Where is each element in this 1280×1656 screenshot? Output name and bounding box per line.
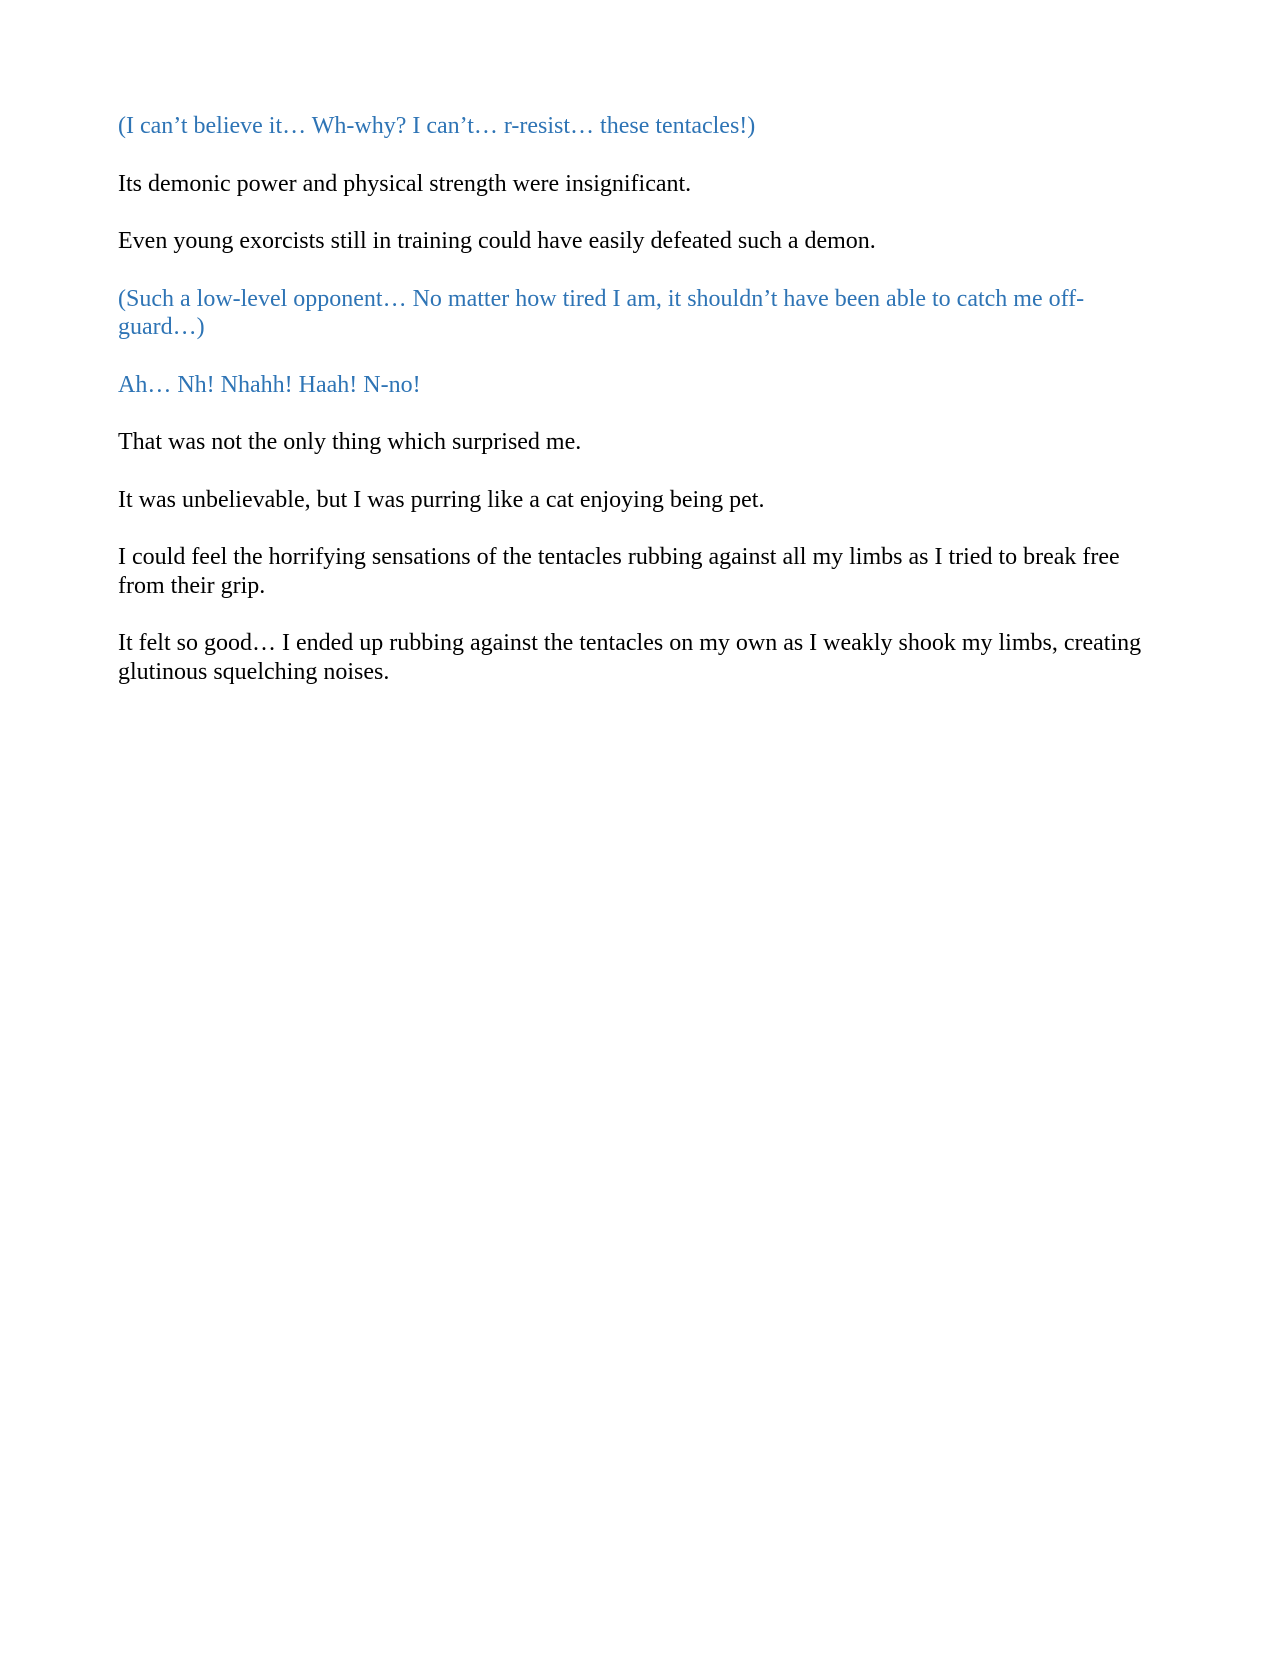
narration-paragraph: Even young exorcists still in training could have easily defeated such a demon. bbox=[118, 228, 876, 254]
dialogue-paragraph: (Such a low-level opponent… No matter how tired I am, it shouldn’t have been able to catch me off-guard…) bbox=[118, 285, 1085, 340]
narration-paragraph: That was not the only thing which surprised me. bbox=[118, 429, 582, 455]
narration-paragraph: It felt so good… I ended up rubbing against the tentacles on my own as I weakly shook my limbs, creating glutinous squelching noises. bbox=[118, 630, 1142, 685]
dialogue-paragraph: Ah… Nh! Nhahh! Haah! N-no! bbox=[118, 371, 421, 398]
narration-paragraph: Its demonic power and physical strength were insignificant. bbox=[118, 170, 692, 197]
document-page bbox=[118, 112, 1148, 715]
dialogue-paragraph: (I can’t believe it… Wh-why? I can’t… r-resist… these tentacles!) bbox=[118, 113, 756, 139]
narration-paragraph: It was unbelievable, but I was purring like a cat enjoying being pet. bbox=[118, 486, 765, 513]
narration-paragraph: I could feel the horrifying sensations of the tentacles rubbing against all my limbs as I tried to break free from their grip. bbox=[118, 544, 1120, 599]
